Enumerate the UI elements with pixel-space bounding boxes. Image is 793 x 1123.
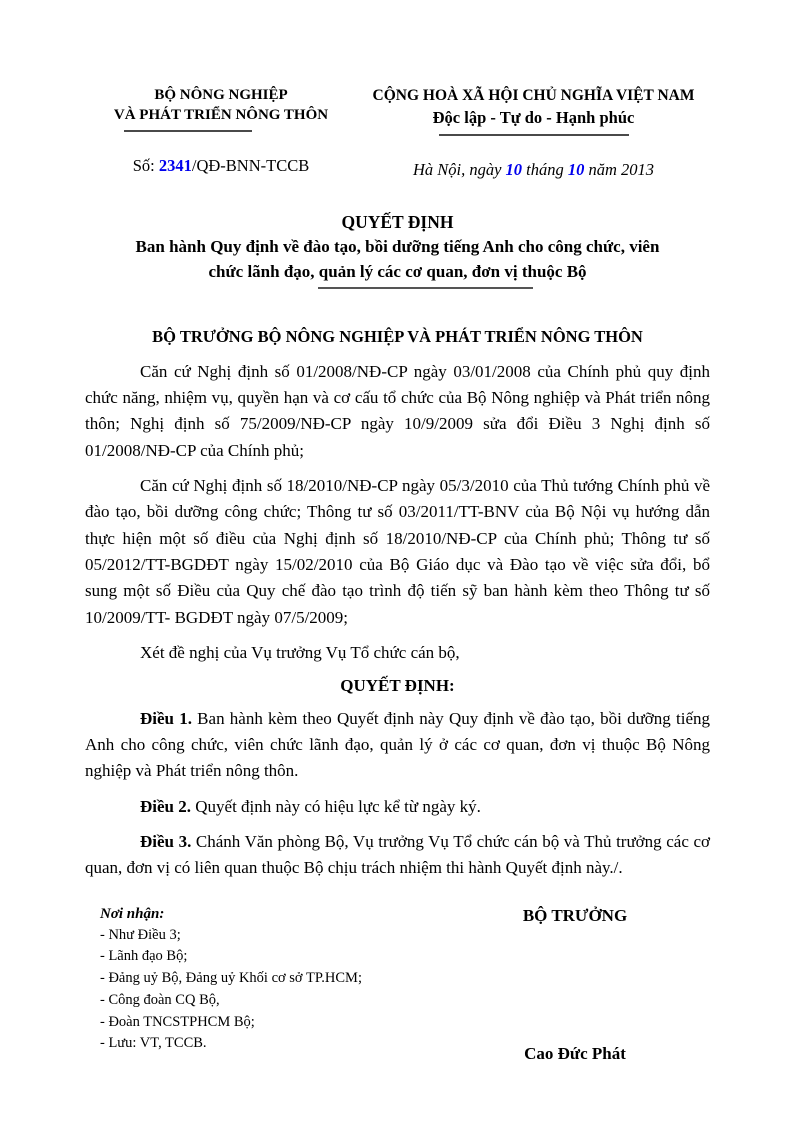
issuing-org-name [85, 86, 357, 125]
document-header [85, 86, 710, 180]
preamble-paragraph: Căn cứ Nghị định số 01/2008/NĐ-CP ngày 03/01/2008 của Chính phủ quy định chức năng, nhiệm vụ, quyền hạn và cơ cấu tổ chức của Bộ Nông nghiệp và Phát triển nông thôn; Nghị định số 75/2009/NĐ-CP ngày 10/9/2009 sửa đổi Điều 3 Nghị định số 01/2008/NĐ-CP của Chính phủ; [85, 361, 710, 460]
article-1-text: Ban hành kèm theo Quyết định này Quy định về đào tạo, bồi dưỡng tiếng Anh cho công chức, viên chức lãnh đạo, quản lý ở các cơ quan, đơn vị thuộc Bộ Nông nghiệp và Phát triển nông thôn. [85, 708, 710, 781]
recipient-item: - Như Điều 3; [100, 926, 181, 943]
issuing-org-line1: BỘ NÔNG NGHIỆP [154, 87, 288, 103]
date-month: 10 [567, 159, 585, 179]
document-subtitle-line1: Ban hành Quy định về đào tạo, bồi dưỡng tiếng Anh cho công chức, viên [135, 236, 660, 256]
signature-block [440, 906, 710, 1064]
article-paragraph [85, 829, 710, 882]
place-date-line [357, 160, 710, 180]
authority-heading: BỘ TRƯỞNG BỘ NÔNG NGHIỆP VÀ PHÁT TRIỂN NÔNG THÔN [152, 326, 643, 346]
recipients-label: Nơi nhận: [100, 905, 165, 922]
recipient-item: - Đảng uỷ Bộ, Đảng uỷ Khối cơ sở TP.HCM; [100, 970, 362, 987]
recipient-item: - Công đoàn CQ Bộ, [100, 991, 220, 1008]
recipient-item: - Đoàn TNCSTPHCM Bộ; [100, 1013, 255, 1030]
date-part2: tháng [522, 159, 568, 179]
org-underline [124, 130, 252, 132]
recipients-block [85, 906, 440, 1064]
document-number-prefix: Số: [132, 156, 159, 175]
article-2-label: Điều 2. [140, 796, 191, 816]
signer-name: Cao Đức Phát [524, 1043, 626, 1063]
preamble-paragraph: Căn cứ Nghị định số 18/2010/NĐ-CP ngày 05/3/2010 của Thủ tướng Chính phủ về đào tạo, bồi dưỡng công chức; Thông tư số 03/2011/TT-BNV của Bộ Nội vụ hướng dẫn thực hiện một số điều của Nghị định số 18/2010/NĐ-CP của Chính phủ; Thông tư số 05/2012/TT-BGDĐT ngày 15/02/2010 của Bộ Giáo dục và Đào tạo về việc sửa đổi, bổ sung một số Điều của Quy chế đào tạo trình độ tiến sỹ ban hành kèm theo Thông tư số 10/2009/TT- BGDĐT ngày 07/5/2009; [85, 476, 710, 627]
national-motto: Độc lập - Tự do - Hạnh phúc [432, 108, 635, 128]
issuing-org-line2: VÀ PHÁT TRIỂN NÔNG THÔN [113, 106, 329, 123]
document-footer [85, 906, 710, 1064]
date-part3: năm 2013 [584, 159, 655, 179]
title-underline [318, 287, 533, 289]
date-day: 10 [505, 159, 523, 179]
document-title: QUYẾT ĐỊNH [341, 211, 454, 232]
preamble-paragraph: Xét đề nghị của Vụ trưởng Vụ Tổ chức cán bộ, [140, 643, 460, 663]
document-number-value: 2341 [158, 156, 192, 175]
article-2-text: Quyết định này có hiệu lực kể từ ngày ký. [191, 796, 481, 816]
national-header-block [357, 86, 710, 180]
document-number-suffix: /QĐ-BNN-TCCB [191, 156, 310, 175]
recipient-item: - Lãnh đạo Bộ; [100, 948, 188, 965]
document-body [85, 359, 710, 882]
issuing-org-block [85, 86, 357, 180]
title-block [85, 210, 710, 289]
motto-underline [439, 134, 629, 136]
article-3-label: Điều 3. [140, 831, 192, 851]
date-part1: Hà Nội, ngày [412, 159, 506, 179]
signature-title: BỘ TRƯỞNG [522, 905, 628, 925]
document-number [85, 156, 357, 176]
article-paragraph [85, 794, 710, 820]
document-subtitle-line2: chức lãnh đạo, quản lý các cơ quan, đơn vị thuộc Bộ [208, 261, 587, 281]
article-paragraph [85, 706, 710, 785]
decision-heading: QUYẾT ĐỊNH: [340, 675, 455, 695]
national-title: CỘNG HOÀ XÃ HỘI CHỦ NGHĨA VIỆT NAM [372, 87, 695, 104]
article-1-label: Điều 1. [140, 708, 192, 728]
article-3-text: Chánh Văn phòng Bộ, Vụ trưởng Vụ Tổ chức cán bộ và Thủ trưởng các cơ quan, đơn vị có liên quan thuộc Bộ chịu trách nhiệm thi hành Quyết định này./. [85, 831, 711, 878]
recipient-item: - Lưu: VT, TCCB. [100, 1035, 207, 1052]
